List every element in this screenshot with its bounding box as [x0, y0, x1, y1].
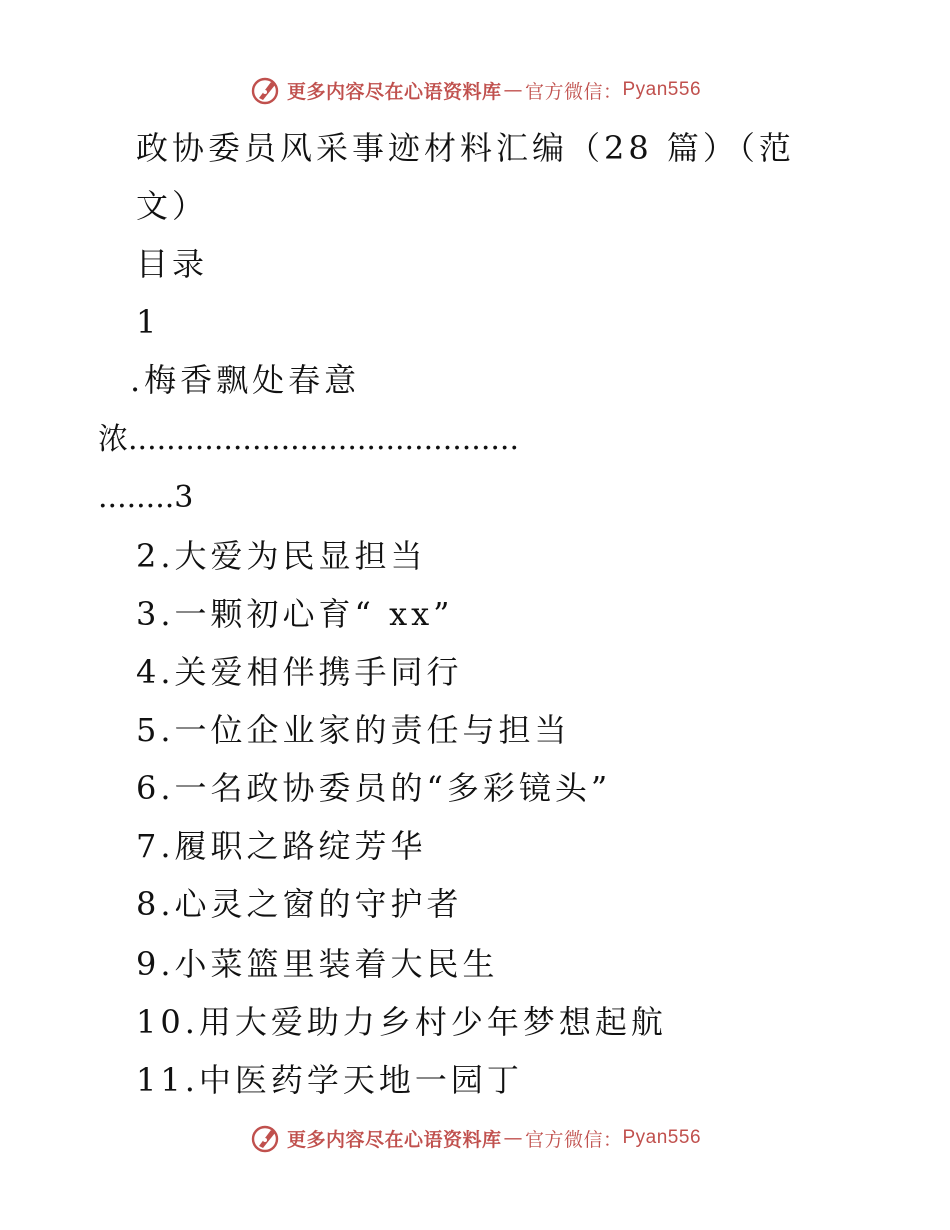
toc-item-1-page: ........3	[98, 480, 194, 515]
pen-nib-logo-icon	[249, 1122, 281, 1154]
toc-item: 5.一位企业家的责任与担当	[136, 711, 571, 749]
toc-item: 8.心灵之窗的守护者	[136, 885, 463, 923]
toc-item-1-leader: 浓.........................................	[98, 422, 519, 457]
banner-official-label: 官方微信：	[524, 1128, 623, 1151]
toc-item: 7.履职之路绽芳华	[136, 827, 427, 865]
document-title-line-2: 文）	[136, 187, 209, 225]
document-title-line-1: 政协委员风采事迹材料汇编（28 篇）（范	[136, 129, 795, 167]
banner-official-label: 官方微信：	[524, 80, 623, 103]
toc-item-1-title: .梅香飘处春意	[130, 361, 361, 399]
toc-item: 9.小菜篮里装着大民生	[136, 945, 499, 983]
footer-watermark-banner	[0, 1118, 950, 1158]
banner-slogan: 更多内容尽在心语资料库	[286, 80, 502, 103]
toc-item: 11.中医药学天地一园丁	[136, 1061, 523, 1099]
banner-separator: —	[503, 1127, 523, 1149]
banner-separator: —	[503, 79, 523, 101]
banner-wechat-id: Pyan556	[622, 79, 702, 100]
toc-item: 2.大爱为民显担当	[136, 537, 427, 575]
toc-item: 10.用大爱助力乡村少年梦想起航	[136, 1003, 667, 1041]
toc-item: 3.一颗初心育“ xx”	[136, 595, 454, 633]
pen-nib-logo-icon	[249, 74, 281, 106]
banner-wechat-id: Pyan556	[622, 1127, 702, 1148]
toc-item: 4.关爱相伴携手同行	[136, 653, 463, 691]
toc-item: 6.一名政协委员的“多彩镜头”	[136, 769, 612, 807]
banner-slogan: 更多内容尽在心语资料库	[286, 1128, 502, 1151]
toc-heading: 目录	[136, 245, 209, 283]
toc-item-1-number: 1	[136, 303, 161, 341]
header-watermark-banner	[0, 70, 950, 110]
